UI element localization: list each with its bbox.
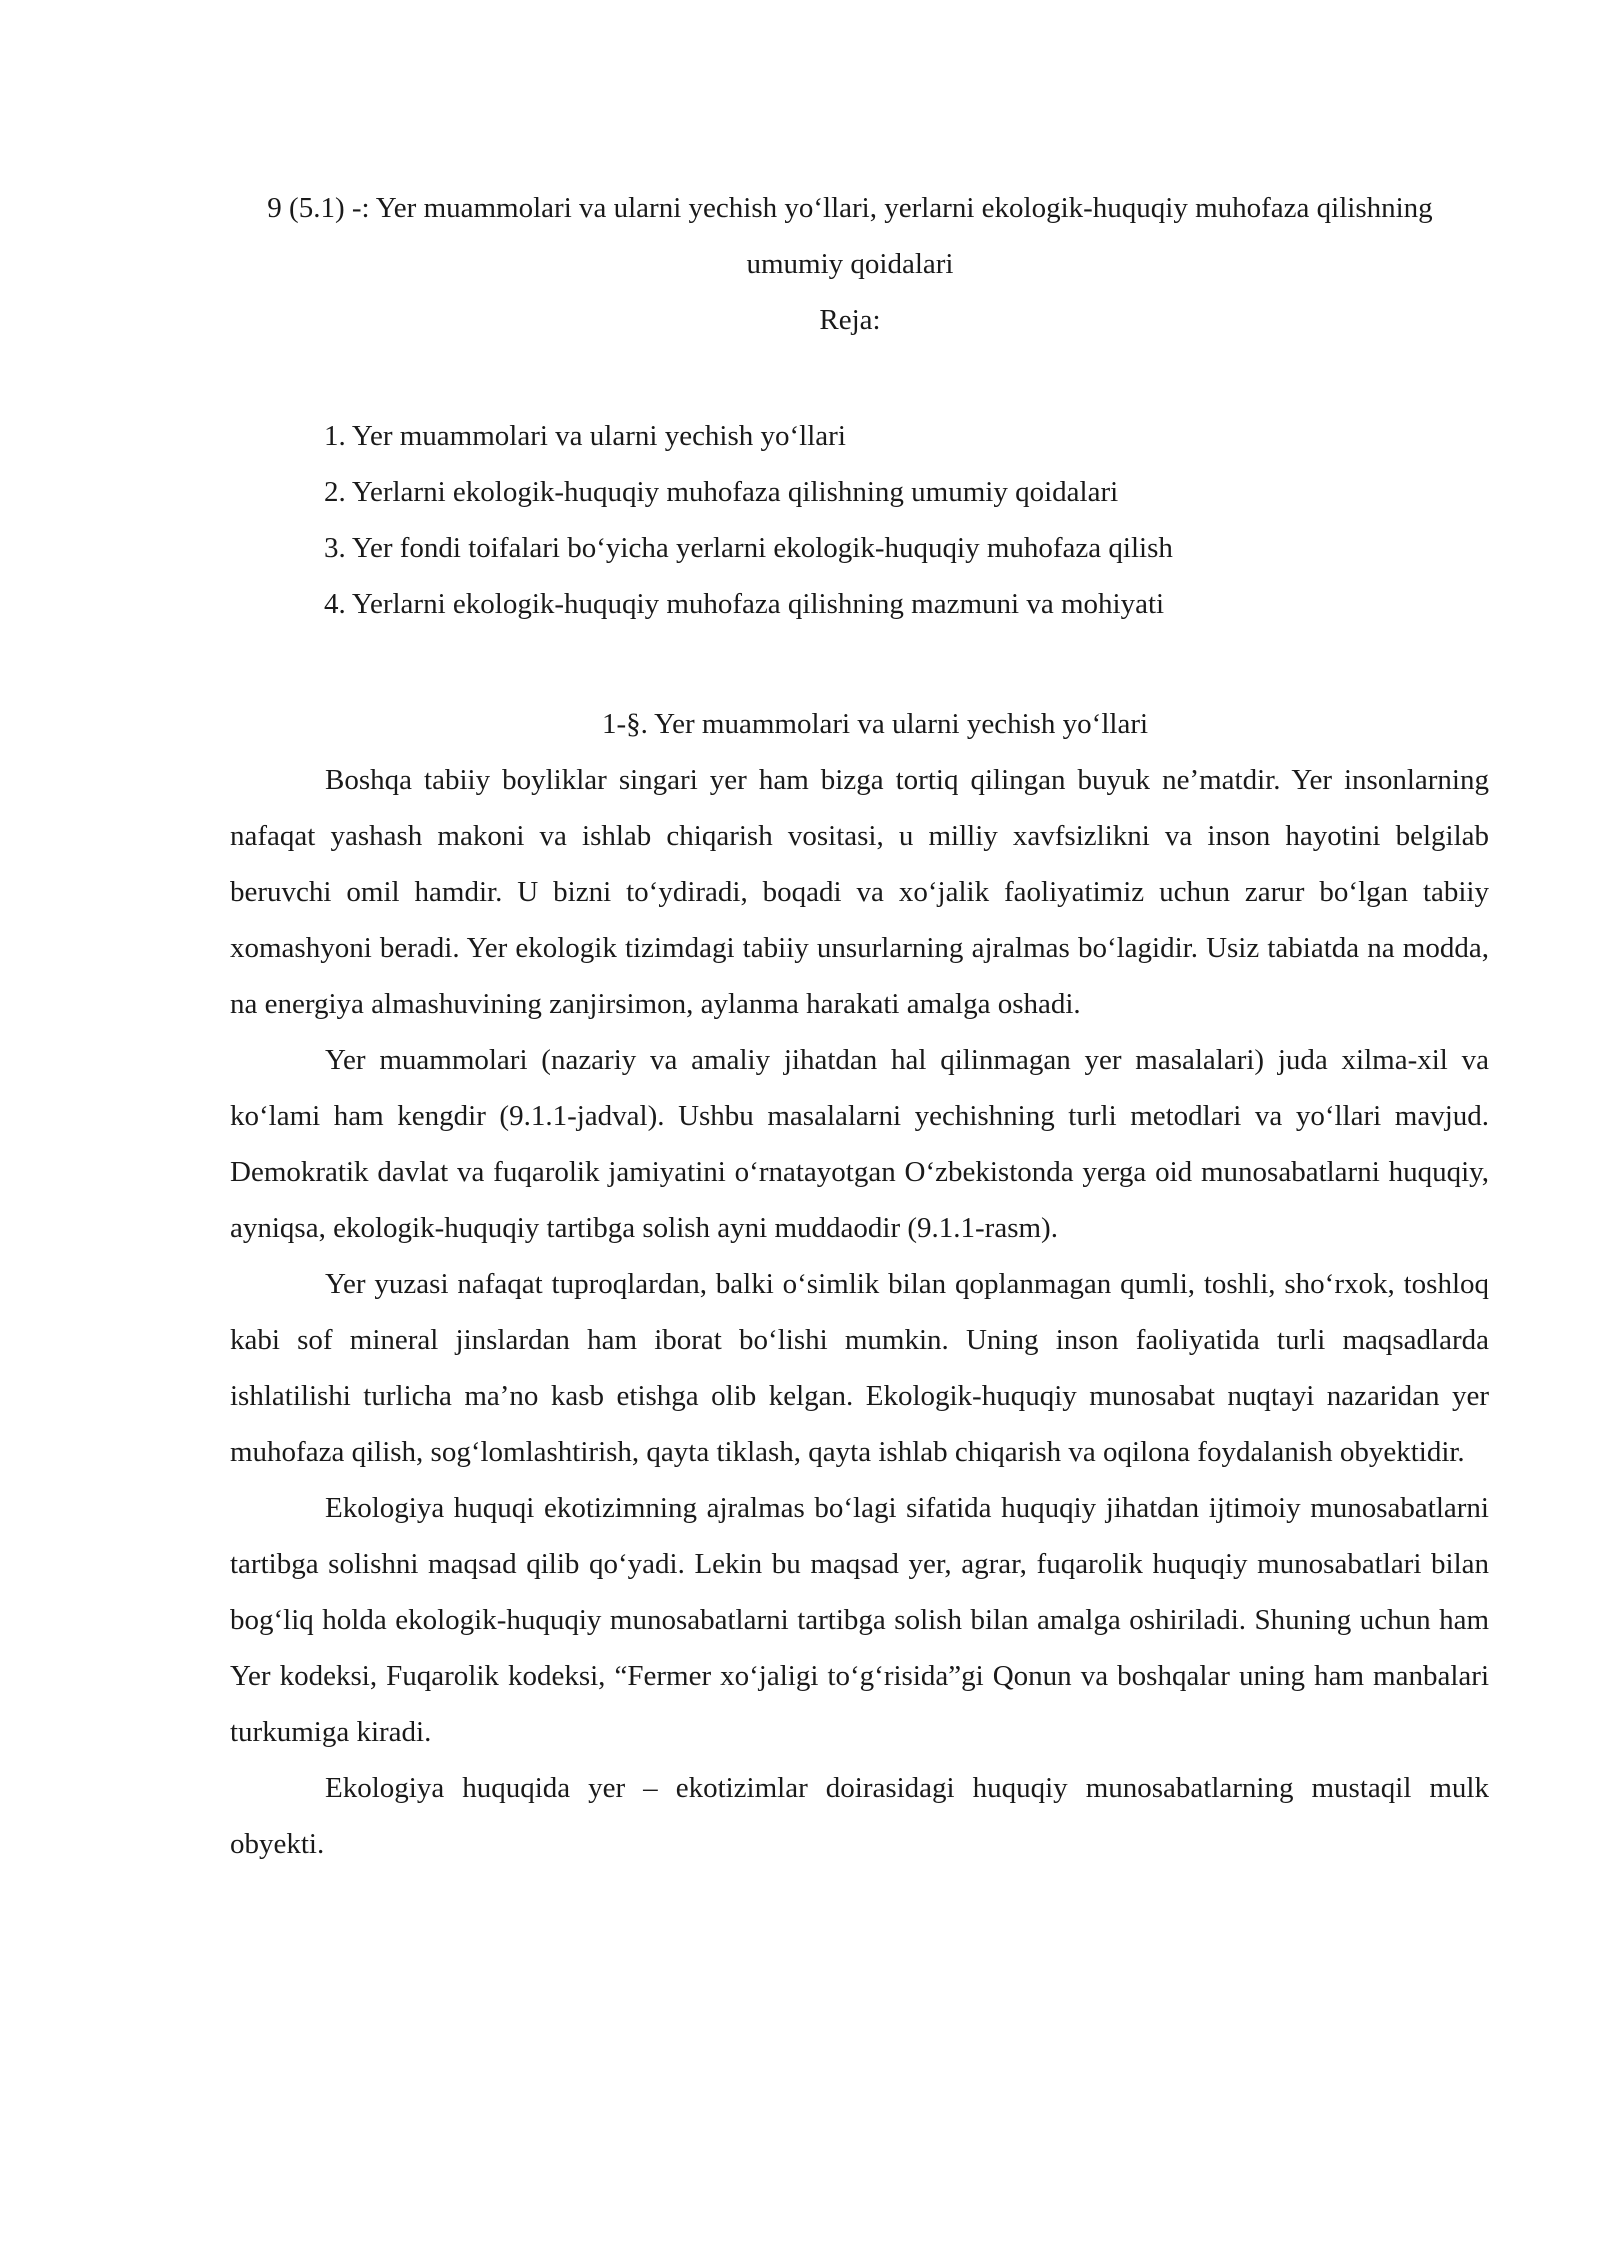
plan-item: 4. Yerlarni ekologik-huquqiy muhofaza qilishning mazmuni va mohiyati <box>324 588 1165 620</box>
plan-item: 2. Yerlarni ekologik-huquqiy muhofaza qilishning umumiy qoidalari <box>324 476 1119 508</box>
paragraph: Ekologiya huquqida yer – ekotizimlar doirasidagi huquqiy munosabatlarning mustaqil mulk obyekti. <box>230 1772 1489 1860</box>
plan-label: Reja: <box>819 304 881 336</box>
document-title: 9 (5.1) -: Yer muammolari va ularni yechish yo‘llari, yerlarni ekologik-huquqiy muhofaza qilishning umumiy qoidalari <box>267 192 1433 280</box>
paragraph: Ekologiya huquqi ekotizimning ajralmas bo‘lagi sifatida huquqiy jihatdan ijtimoiy munosabatlarni tartibga solishni maqsad qilib qo‘yadi. Lekin bu maqsad yer, agrar, fuqarolik huquqiy munosabatlari bilan bog‘liq holda ekologik-huquqiy munosabatlarni tartibga solish bilan amalga oshiriladi. Shuning uchun ham Yer kodeksi, Fuqarolik kodeksi, “Fermer xo‘jaligi to‘g‘risida”gi Qonun va boshqalar uning ham manbalari turkumiga kiradi. <box>230 1492 1489 1748</box>
plan-item: 1. Yer muammolari va ularni yechish yo‘llari <box>324 420 846 452</box>
section-heading: 1-§. Yer muammolari va ularni yechish yo‘llari <box>602 708 1149 740</box>
paragraph: Boshqa tabiiy boyliklar singari yer ham bizga tortiq qilingan buyuk ne’matdir. Yer insonlarning nafaqat yashash makoni va ishlab chiqarish vositasi, u milliy xavfsizlikni va inson hayotini belgilab beruvchi omil hamdir. U bizni to‘ydiradi, boqadi va xo‘jalik faoliyatimiz uchun zarur bo‘lgan tabiiy xomashyoni beradi. Yer ekologik tizimdagi tabiiy unsurlarning ajralmas bo‘lagidir. Usiz tabiatda na modda, na energiya almashuvining zanjirsimon, aylanma harakati amalga oshadi. <box>230 764 1489 1020</box>
plan-item: 3. Yer fondi toifalari bo‘yicha yerlarni ekologik-huquqiy muhofaza qilish <box>324 532 1173 564</box>
paragraph: Yer muammolari (nazariy va amaliy jihatdan hal qilinmagan yer masalalari) juda xilma-xil va ko‘lami ham kengdir (9.1.1-jadval). Ushbu masalalarni yechishning turli metodlari va yo‘llari mavjud. Demokratik davlat va fuqarolik jamiyatini o‘rnatayotgan O‘zbekistonda yerga oid munosabatlarni huquqiy, ayniqsa, ekologik-huquqiy tartibga solish ayni muddaodir (9.1.1-rasm). <box>230 1044 1489 1244</box>
plan-list <box>324 408 1173 632</box>
paragraph: Yer yuzasi nafaqat tuproqlardan, balki o‘simlik bilan qoplanmagan qumli, toshli, sho‘rxok, toshloq kabi sof mineral jinslardan ham iborat bo‘lishi mumkin. Uning inson faoliyatida turli maqsadlarda ishlatilishi turlicha ma’no kasb etishga olib kelgan. Ekologik-huquqiy munosabat nuqtayi nazaridan yer muhofaza qilish, sog‘lomlashtirish, qayta tiklash, qayta ishlab chiqarish va oqilona foydalanish obyektidir. <box>230 1268 1489 1468</box>
body-text <box>230 752 1489 1872</box>
